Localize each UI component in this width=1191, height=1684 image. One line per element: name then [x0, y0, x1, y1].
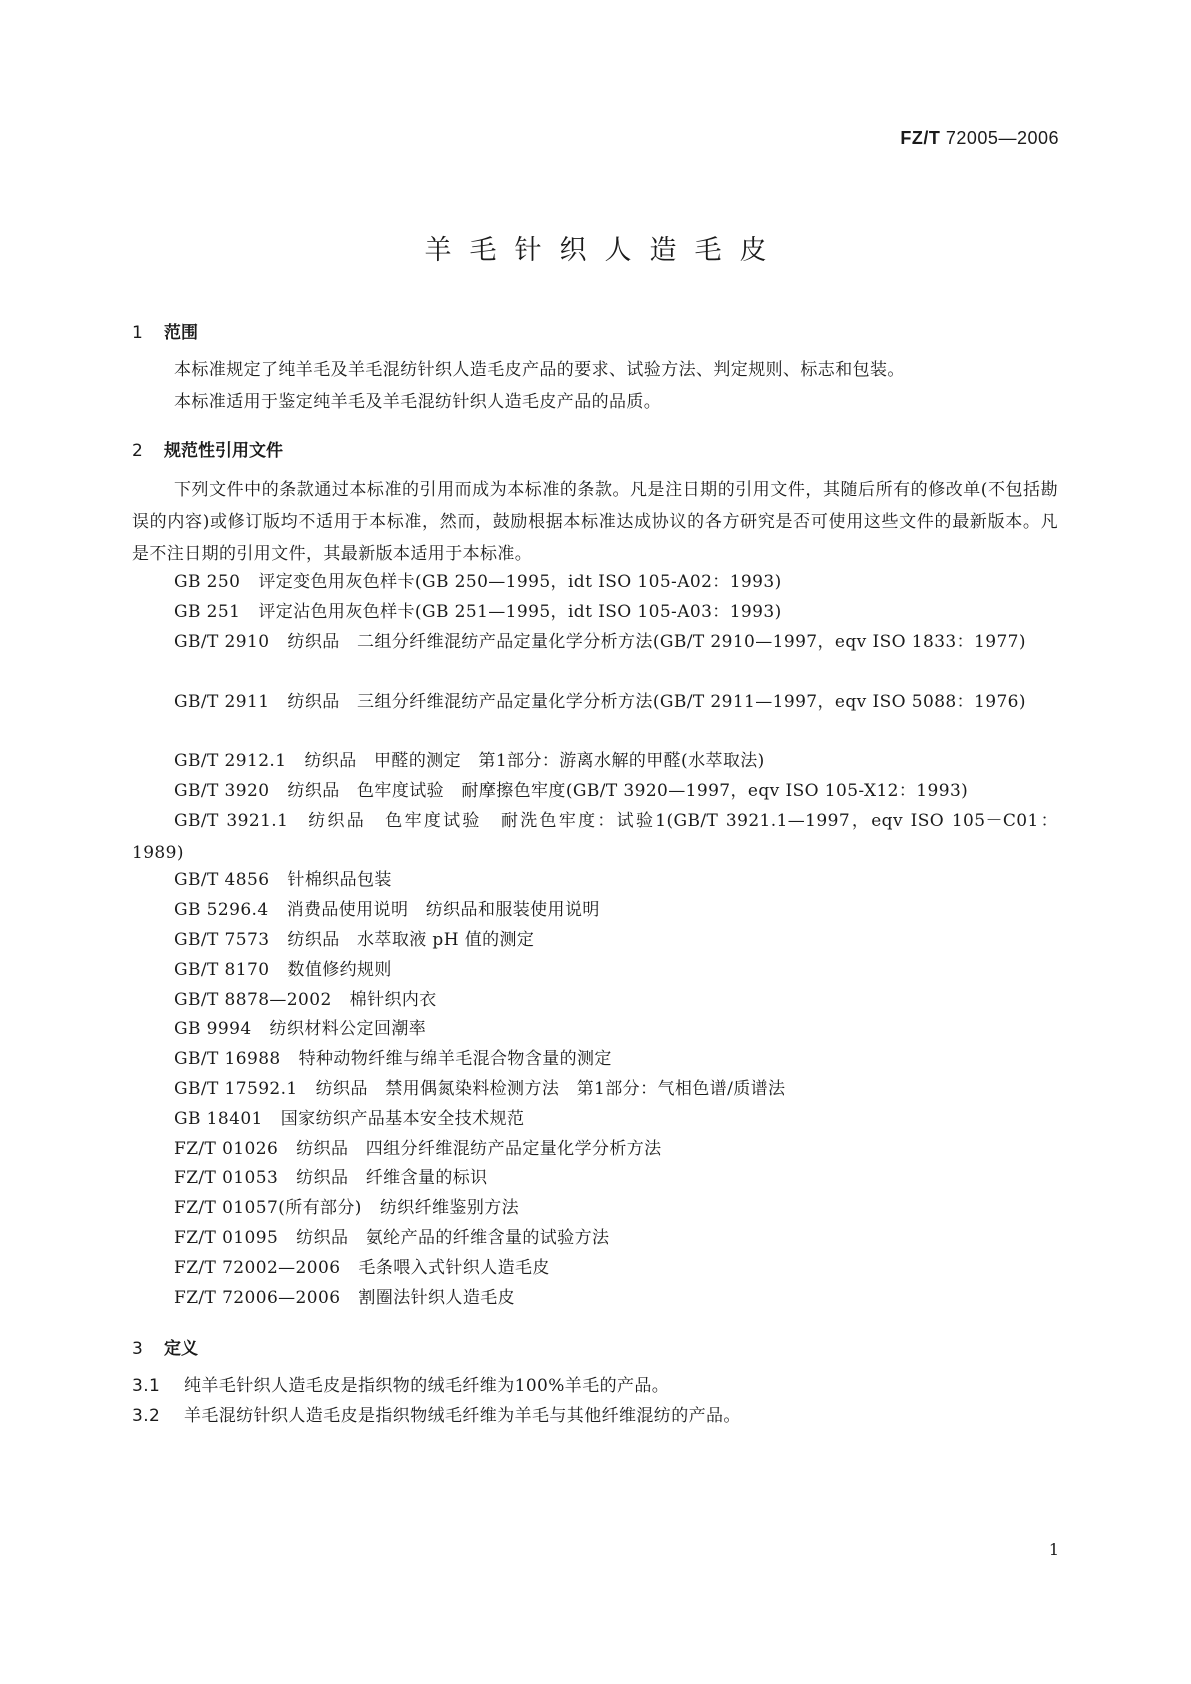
reference-code: FZ/T 01053	[174, 1168, 279, 1188]
reference-name: 纺织品 色牢度试验 耐摩擦色牢度(GB/T 3920—1997，eqv ISO 105-X12：1993)	[287, 781, 969, 801]
section-1-heading	[132, 318, 198, 343]
reference-item	[174, 894, 1058, 926]
reference-code: GB/T 17592.1	[174, 1079, 298, 1099]
reference-code: FZ/T 01057(所有部分)	[174, 1198, 362, 1218]
reference-code: GB/T 2910	[174, 632, 270, 652]
reference-name: 割圈法针织人造毛皮	[358, 1288, 516, 1308]
section-number: 2	[132, 441, 143, 461]
reference-name: 纺织品 色牢度试验 耐洗色牢度：试验1(GB/T 3921.1—1997，eqv ISO 105－C01：1989)	[132, 811, 1058, 863]
reference-code: GB/T 16988	[174, 1049, 281, 1069]
references-intro: 下列文件中的条款通过本标准的引用而成为本标准的条款。凡是注日期的引用文件，其随后所有的修改单(不包括勘误的内容)或修订版均不适用于本标准，然而，鼓励根据本标准达成协议的各方研究是否可使用这些文件的最新版本。凡是不注日期的引用文件，其最新版本适用于本标准。	[132, 480, 1058, 564]
section-2-heading	[132, 436, 283, 461]
reference-item	[174, 864, 1058, 896]
reference-code: GB 5296.4	[174, 900, 269, 920]
reference-name: 纺织材料公定回潮率	[269, 1019, 427, 1039]
reference-name: 棉针织内衣	[349, 990, 437, 1010]
reference-name: 国家纺织产品基本安全技术规范	[280, 1109, 525, 1129]
reference-name: 纺织品 氨纶产品的纤维含量的试验方法	[296, 1228, 610, 1248]
reference-code: GB/T 7573	[174, 930, 270, 950]
reference-name: 纺织品 水萃取液 pH 值的测定	[287, 930, 535, 950]
standard-prefix: FZ/T	[900, 128, 941, 148]
reference-name: 消费品使用说明 纺织品和服装使用说明	[286, 900, 600, 920]
scope-paragraph-1: 本标准规定了纯羊毛及羊毛混纺针织人造毛皮产品的要求、试验方法、判定规则、标志和包装。	[174, 360, 905, 380]
reference-item	[174, 1043, 1058, 1075]
reference-name: 评定沾色用灰色样卡(GB 251—1995，idt ISO 105-A03：1993)	[258, 602, 782, 622]
reference-item	[174, 1282, 1058, 1314]
reference-item	[174, 566, 1058, 598]
reference-name: 数值修约规则	[287, 960, 392, 980]
standard-code: 72005—2006	[940, 128, 1059, 148]
reference-code: GB 251	[174, 602, 241, 622]
reference-name: 纺织品 甲醛的测定 第1部分：游离水解的甲醛(水萃取法)	[304, 751, 765, 771]
reference-item	[174, 1073, 1058, 1105]
reference-item	[174, 1013, 1058, 1045]
reference-item	[174, 1252, 1058, 1284]
scope-paragraph-2: 本标准适用于鉴定纯羊毛及羊毛混纺针织人造毛皮产品的品质。	[174, 392, 662, 412]
reference-name: 纺织品 四组分纤维混纺产品定量化学分析方法	[296, 1139, 662, 1159]
reference-name: 纺织品 二组分纤维混纺产品定量化学分析方法(GB/T 2910—1997，eqv ISO 1833：1977)	[287, 632, 1026, 652]
standard-number	[900, 128, 1059, 149]
reference-code: GB/T 4856	[174, 870, 270, 890]
reference-code: GB/T 3920	[174, 781, 270, 801]
reference-item	[174, 924, 1058, 956]
reference-code: GB/T 3921.1	[174, 811, 289, 831]
reference-code: GB 250	[174, 572, 241, 592]
reference-item	[132, 805, 1058, 869]
document-title: 羊毛针织人造毛皮	[424, 235, 785, 266]
reference-item	[174, 1192, 1058, 1224]
definition-number: 3.2	[132, 1406, 161, 1426]
reference-item	[174, 596, 1058, 628]
definition-item	[132, 1370, 669, 1402]
section-number: 1	[132, 323, 143, 343]
reference-item	[132, 686, 1058, 718]
reference-name: 针棉织品包装	[287, 870, 392, 890]
reference-code: GB/T 2912.1	[174, 751, 287, 771]
reference-item	[174, 1162, 1058, 1194]
reference-item	[174, 1133, 1058, 1165]
definition-text: 羊毛混纺针织人造毛皮是指织物绒毛纤维为羊毛与其他纤维混纺的产品。	[184, 1406, 741, 1426]
reference-code: GB/T 8170	[174, 960, 270, 980]
section-3-heading	[132, 1334, 198, 1359]
reference-name: 特种动物纤维与绵羊毛混合物含量的测定	[298, 1049, 612, 1069]
reference-code: GB 9994	[174, 1019, 252, 1039]
reference-code: FZ/T 01095	[174, 1228, 279, 1248]
reference-name: 纺织品 三组分纤维混纺产品定量化学分析方法(GB/T 2911—1997，eqv ISO 5088：1976)	[287, 692, 1026, 712]
reference-name: 纺织品 禁用偶氮染料检测方法 第1部分：气相色谱/质谱法	[315, 1079, 786, 1099]
reference-item	[174, 984, 1058, 1016]
definition-item	[132, 1400, 741, 1432]
section-title: 定义	[164, 1339, 198, 1359]
reference-code: GB/T 8878—2002	[174, 990, 332, 1010]
reference-item	[174, 775, 1058, 807]
definition-text: 纯羊毛针织人造毛皮是指织物的绒毛纤维为100%羊毛的产品。	[184, 1376, 670, 1396]
reference-code: GB 18401	[174, 1109, 263, 1129]
section-title: 范围	[164, 323, 198, 343]
section-title: 规范性引用文件	[164, 441, 283, 461]
page-number: 1	[1048, 1540, 1059, 1559]
reference-name: 评定变色用灰色样卡(GB 250—1995，idt ISO 105-A02：1993)	[258, 572, 782, 592]
reference-item	[174, 745, 1058, 777]
definition-number: 3.1	[132, 1376, 161, 1396]
reference-item	[174, 954, 1058, 986]
reference-code: FZ/T 01026	[174, 1139, 279, 1159]
reference-name: 纺织品 纤维含量的标识	[296, 1168, 488, 1188]
reference-item	[174, 1103, 1058, 1135]
reference-code: FZ/T 72006—2006	[174, 1288, 341, 1308]
reference-item	[132, 626, 1058, 658]
reference-name: 毛条喂入式针织人造毛皮	[358, 1258, 550, 1278]
reference-code: FZ/T 72002—2006	[174, 1258, 341, 1278]
reference-name: 纺织纤维鉴别方法	[379, 1198, 520, 1218]
reference-item	[174, 1222, 1058, 1254]
section-number: 3	[132, 1339, 143, 1359]
reference-code: GB/T 2911	[174, 692, 270, 712]
